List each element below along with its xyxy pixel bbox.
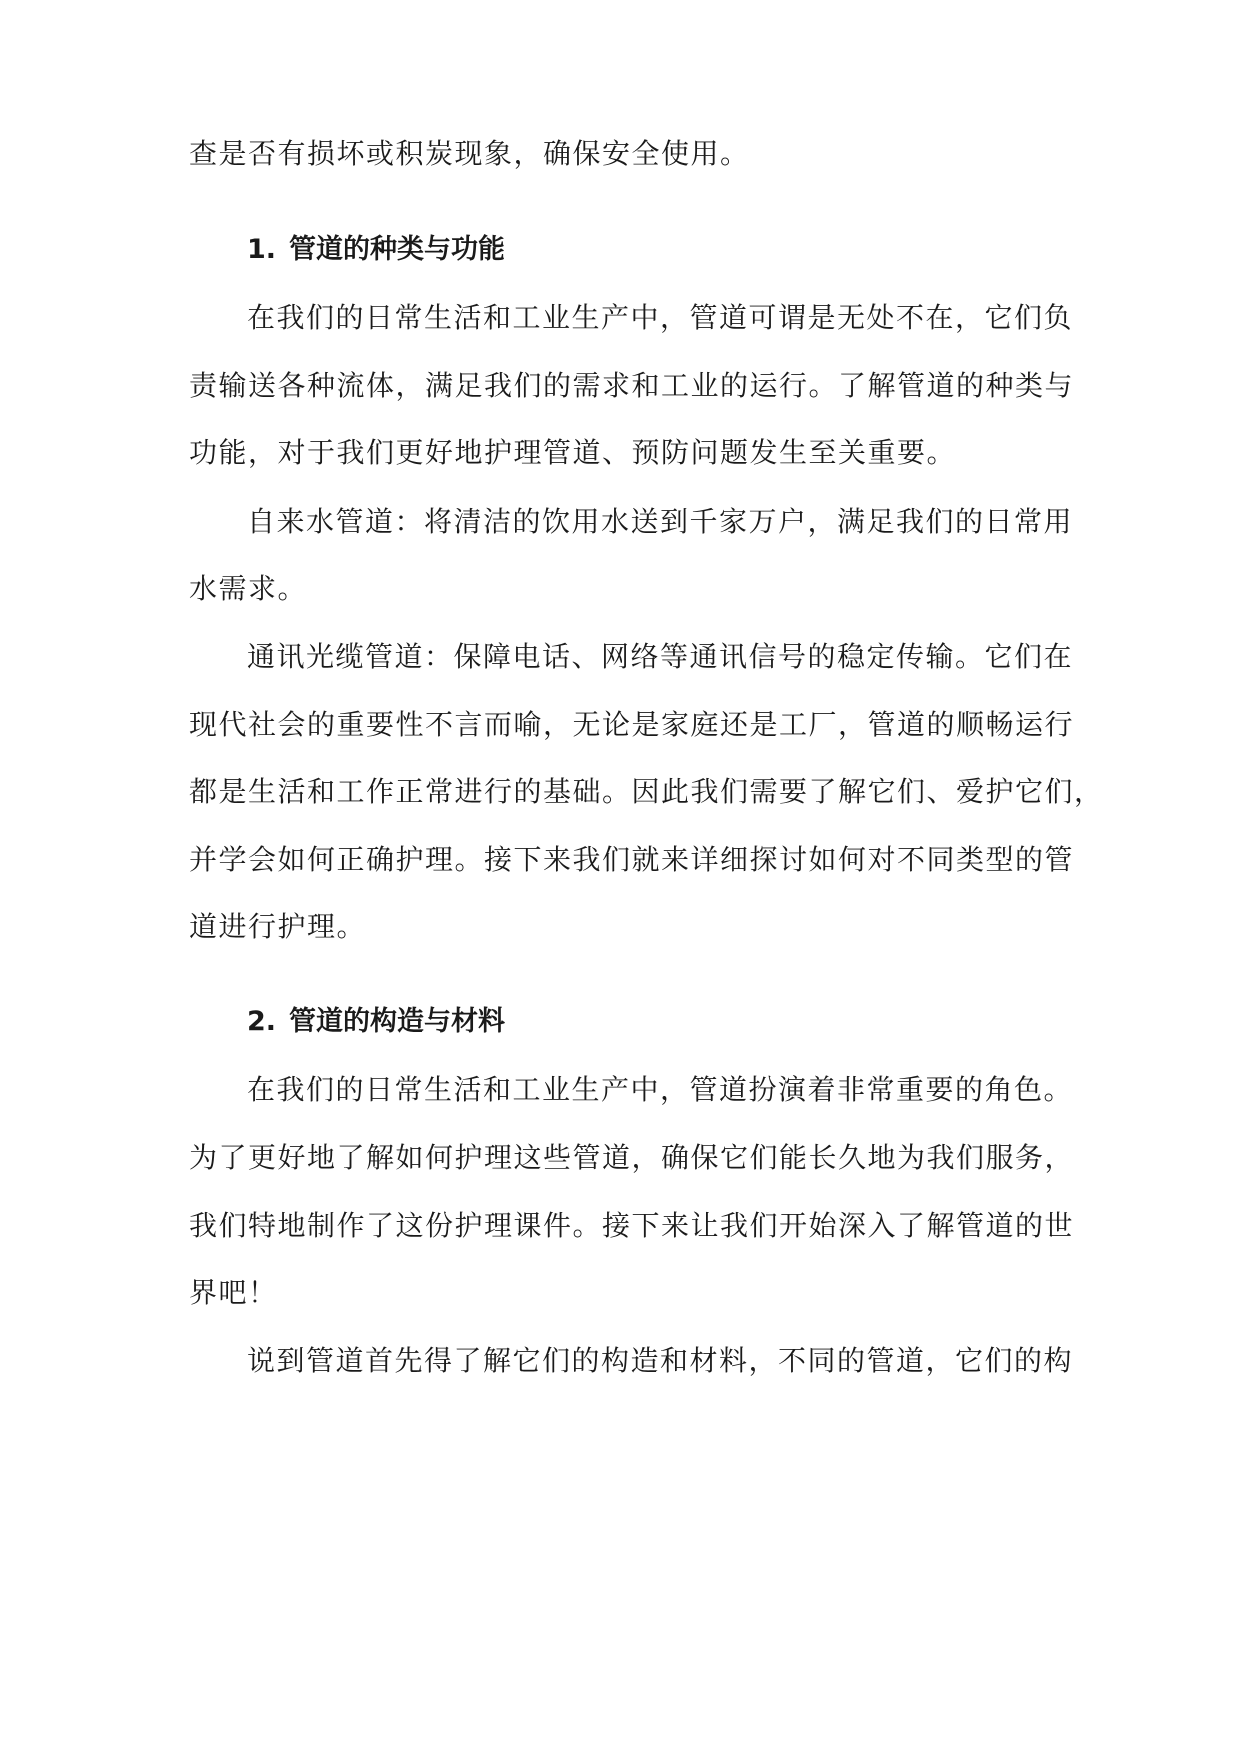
paragraph-line: 自来水管道：将清洁的饮用水送到千家万户，满足我们的日常用 — [247, 505, 1074, 538]
paragraph-line: 通讯光缆管道：保障电话、网络等通讯信号的稳定传输。它们在 — [247, 640, 1074, 673]
section-heading-2 — [247, 1005, 505, 1039]
paragraph-line: 现代社会的重要性不言而喻，无论是家庭还是工厂，管道的顺畅运行 — [189, 708, 1075, 741]
paragraph-line: 在我们的日常生活和工业生产中，管道扮演着非常重要的角色。 — [247, 1073, 1074, 1106]
paragraph-line: 水需求。 — [189, 572, 308, 605]
section-number: 2. — [247, 1006, 277, 1037]
paragraph-line: 责输送各种流体，满足我们的需求和工业的运行。了解管道的种类与 — [189, 369, 1075, 402]
paragraph-line: 在我们的日常生活和工业生产中，管道可谓是无处不在，它们负 — [247, 301, 1074, 334]
section-title: 管道的构造与材料 — [289, 1006, 505, 1037]
section-number: 1. — [247, 234, 277, 265]
paragraph-line: 界吧！ — [189, 1276, 278, 1309]
paragraph-line: 为了更好地了解如何护理这些管道，确保它们能长久地为我们服务， — [189, 1141, 1075, 1174]
paragraph-line: 都是生活和工作正常进行的基础。因此我们需要了解它们、爱护它们， — [189, 775, 1104, 808]
paragraph-line: 查是否有损坏或积炭现象，确保安全使用。 — [189, 137, 750, 170]
section-heading-1 — [247, 233, 505, 267]
paragraph-line: 我们特地制作了这份护理课件。接下来让我们开始深入了解管道的世 — [189, 1209, 1075, 1242]
paragraph-line: 道进行护理。 — [189, 910, 367, 943]
paragraph-line: 功能，对于我们更好地护理管道、预防问题发生至关重要。 — [189, 436, 957, 469]
section-title: 管道的种类与功能 — [289, 234, 505, 265]
paragraph-line: 并学会如何正确护理。接下来我们就来详细探讨如何对不同类型的管 — [189, 843, 1075, 876]
paragraph-line: 说到管道首先得了解它们的构造和材料，不同的管道，它们的构 — [247, 1344, 1074, 1377]
